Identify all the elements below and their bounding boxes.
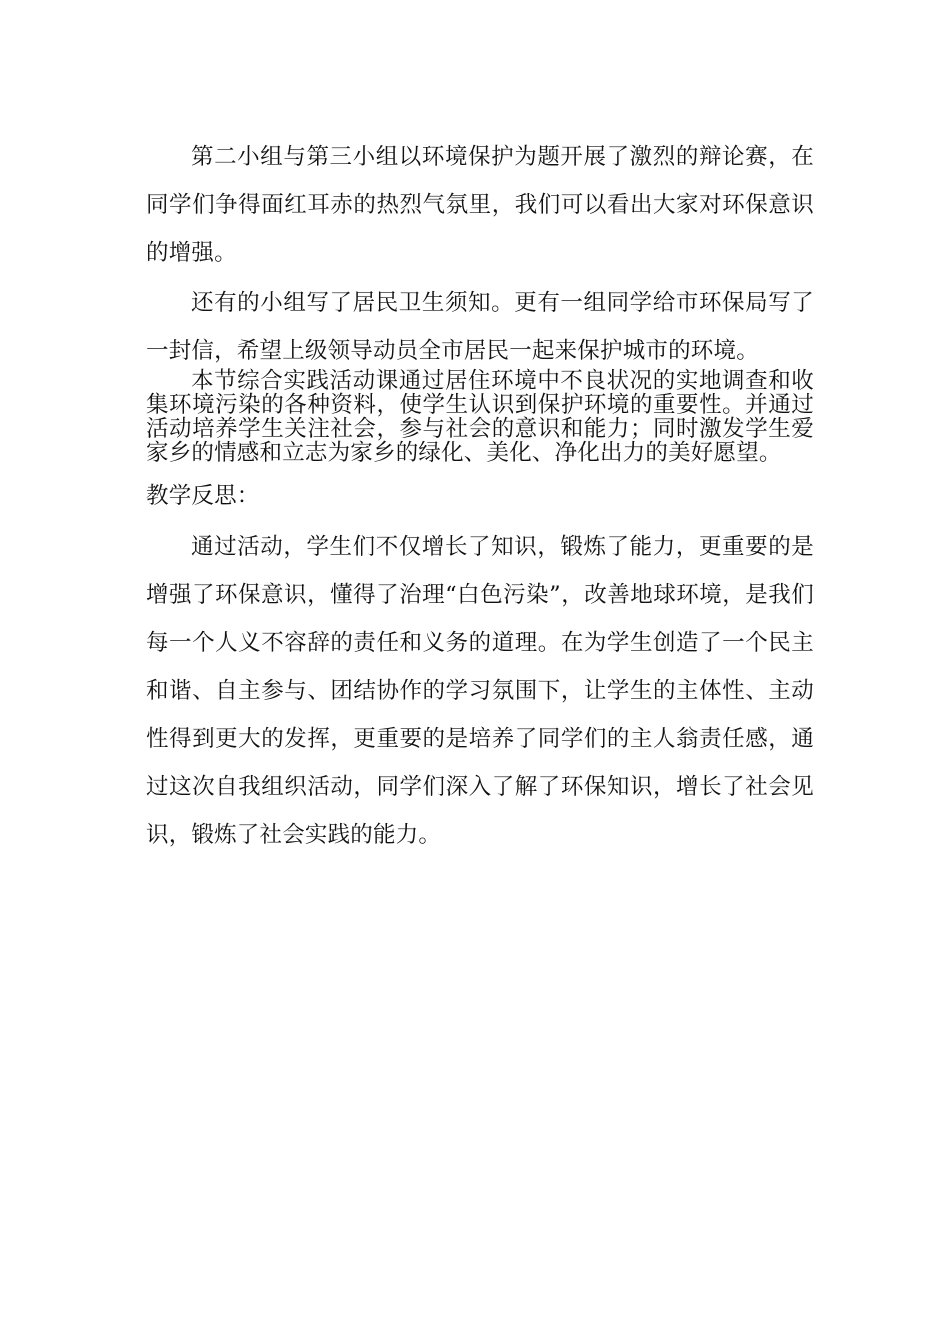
paragraph-activity-summary: 本节综合实践活动课通过居住环境中不良状况的实地调查和收集环境污染的各种资料，使学生认识到保护环境的重要性。并通过活动培养学生关注社会，参与社会的意识和能力；同时激发学生爱家乡的情感和立志为家乡的绿化、美化、净化出力的美好愿望。 bbox=[146, 368, 814, 466]
paragraph-reflection: 通过活动，学生们不仅增长了知识，锻炼了能力，更重要的是增强了环保意识，懂得了治理“白色污染”，改善地球环境，是我们每一个人义不容辞的责任和义务的道理。在为学生创造了一个民主和谐、自主参与、团结协作的学习氛围下，让学生的主体性、主动性得到更大的发挥，更重要的是培养了同学们的主人翁责任感，通过这次自我组织活动，同学们深入了解了环保知识，增长了社会见识，锻炼了社会实践的能力。 bbox=[146, 534, 814, 848]
section-heading: 教学反思： bbox=[146, 483, 260, 509]
paragraph-debate: 第二小组与第三小组以环境保护为题开展了激烈的辩论赛，在同学们争得面红耳赤的热烈气氛里，我们可以看出大家对环保意识的增强。 bbox=[146, 144, 814, 266]
paragraph-hygiene-letter: 还有的小组写了居民卫生须知。更有一组同学给市环保局写了一封信，希望上级领导动员全市居民一起来保护城市的环境。 bbox=[146, 290, 814, 364]
